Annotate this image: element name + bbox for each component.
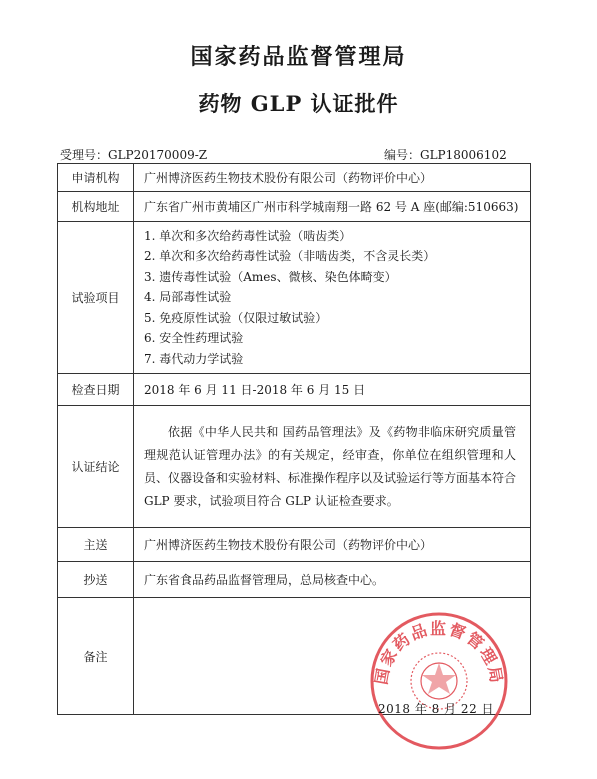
value-inspection-date: 2018 年 6 月 11 日-2018 年 6 月 15 日 — [134, 374, 531, 406]
seal-text: 国家药品监督管理局 — [371, 618, 507, 687]
row-address — [58, 192, 531, 222]
value-cc: 广东省食品药品监督管理局，总局核查中心。 — [134, 562, 531, 598]
value-main-recipient: 广州博济医药生物技术股份有限公司（药物评价中心） — [134, 528, 531, 562]
label-address: 机构地址 — [58, 192, 134, 222]
row-inspection-date — [58, 374, 531, 406]
acceptance-number: 受理号：GLP20170009-Z — [60, 148, 208, 162]
label-cc: 抄送 — [58, 562, 134, 598]
row-cc — [58, 562, 531, 598]
test-item: 7. 毒代动力学试验 — [144, 351, 244, 366]
row-conclusion — [58, 406, 531, 528]
test-item: 3. 遗传毒性试验（Ames、微核、染色体畸变） — [144, 269, 397, 284]
row-tests — [58, 222, 531, 374]
test-item: 2. 单次和多次给药毒性试验（非啮齿类，不含灵长类） — [144, 249, 436, 264]
label-tests: 试验项目 — [58, 222, 134, 374]
value-applicant: 广州博济医药生物技术股份有限公司（药物评价中心） — [134, 164, 531, 192]
row-main-recipient — [58, 528, 531, 562]
value-address: 广东省广州市黄埔区广州市科学城南翔一路 62 号 A 座(邮编:510663) — [134, 192, 531, 222]
value-conclusion — [134, 406, 531, 528]
value-tests — [134, 222, 531, 374]
test-item: 6. 安全性药理试验 — [144, 331, 244, 346]
label-main-recipient: 主送 — [58, 528, 134, 562]
serial-number: 编号：GLP18006102 — [384, 148, 507, 162]
label-conclusion: 认证结论 — [58, 406, 134, 528]
label-applicant: 申请机构 — [58, 164, 134, 192]
official-seal — [368, 610, 510, 752]
conclusion-text: 依据《中华人民共和 国药品管理法》及《药物非临床研究质量管理规范认证管理办法》的有关规定，经审查，你单位在组织管理和人员、仪器设备和实验材料、标准操作程序以及试验运行等方面基本符合 GLP 要求，试验项目符合 GLP 认证检查要求。 — [144, 424, 517, 508]
document-title: 药物 GLP 认证批件 — [198, 91, 399, 116]
test-item: 5. 免疫原性试验（仅限过敏试验） — [144, 310, 328, 325]
test-item: 4. 局部毒性试验 — [144, 290, 232, 305]
label-remarks: 备注 — [58, 598, 134, 715]
label-inspection-date: 检查日期 — [58, 374, 134, 406]
row-applicant — [58, 164, 531, 192]
issue-date: 2018 年 8 月 22 日 — [378, 702, 495, 716]
test-item: 1. 单次和多次给药毒性试验（啮齿类） — [144, 228, 352, 243]
agency-title: 国家药品监督管理局 — [190, 44, 407, 70]
